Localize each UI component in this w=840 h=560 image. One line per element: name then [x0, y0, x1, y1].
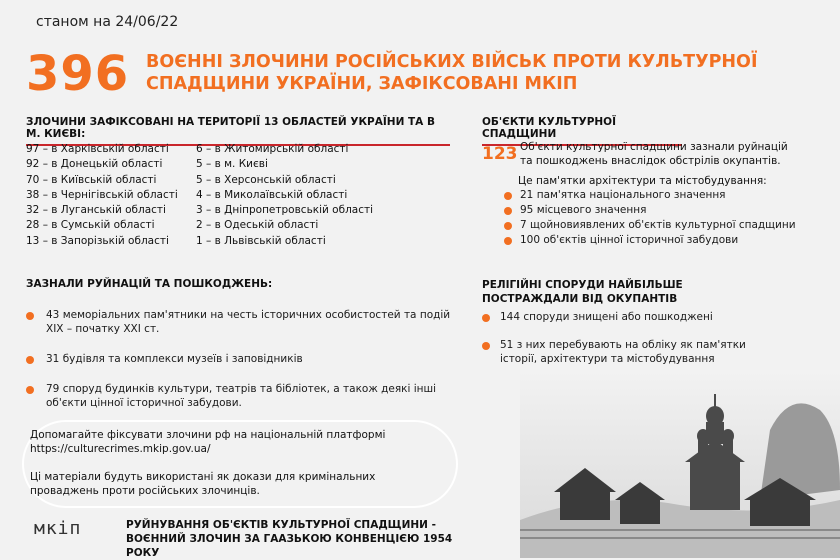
footer-statement: РУЙНУВАННЯ ОБ'ЄКТІВ КУЛЬТУРНОЇ СПАДЩИНИ - ВОЄННИЙ ЗЛОЧИН ЗА ГААЗЬКОЮ КОНВЕНЦІЄЮ 1954 РОКУ	[126, 519, 453, 559]
bullet-dot-icon	[26, 312, 34, 320]
bullet-dot-icon	[504, 207, 512, 215]
bullet-dot-icon	[26, 386, 34, 394]
region-item: 6 – в Житомирській області	[196, 143, 349, 155]
bullet-dot-icon	[482, 342, 490, 350]
promo-line-2: Ці матеріали будуть використані як докази для кримінальних проваджень проти російських злочинців.	[30, 471, 376, 497]
platform-link[interactable]: https://culturecrimes.mkip.gov.ua/	[30, 443, 211, 455]
region-item: 5 – в Херсонській області	[196, 173, 336, 186]
damaged-list	[26, 308, 456, 410]
region-item: 3 – в Дніпропетровській області	[196, 204, 374, 217]
list-item: 100 об'єктів цінної історичної забудови	[504, 233, 804, 247]
region-item: 38 – в Чернігівській області	[26, 188, 178, 201]
as-of-date: станом на 24/06/22	[36, 14, 179, 30]
list-item: 7 щойновиявлених об'єктів культурної спадщини	[504, 218, 804, 232]
region-item: 4 – в Миколаївській області	[196, 188, 348, 201]
region-item: 13 – в Запорізькій області	[26, 234, 169, 247]
bullet-dot-icon	[504, 222, 512, 230]
bullet-dot-icon	[26, 356, 34, 364]
region-item: 32 – в Луганській області	[26, 204, 166, 217]
list-item: 21 пам'ятка національного значення	[504, 188, 804, 202]
region-item: 97 – в Харківській області	[26, 143, 169, 155]
heritage-subtitle: Це пам'ятки архітектури та містобудування:	[518, 175, 767, 187]
total-count: 396	[26, 46, 130, 102]
mkip-logo: мкіп	[34, 518, 82, 539]
regions-title: ЗЛОЧИНИ ЗАФІКСОВАНІ НА ТЕРИТОРІЇ 13 ОБЛАСТЕЙ УКРАЇНИ ТА В М. КИЄВІ:	[26, 116, 450, 146]
list-item: 43 меморіальних пам'ятники на честь історичних особистостей та подій XIX – початку XXI ст.	[26, 308, 456, 336]
heritage-count: 123	[482, 144, 518, 164]
damaged-title: ЗАЗНАЛИ РУЙНАЦІЙ ТА ПОШКОДЖЕНЬ:	[26, 278, 273, 290]
heritage-list	[504, 188, 804, 247]
list-item: 51 з них перебувають на обліку як пам'ятки історії, архітектури та містобудування	[482, 338, 782, 366]
region-item: 28 – в Сумській області	[26, 219, 155, 232]
regions-col-1	[26, 142, 178, 249]
region-item: 1 – в Львівській області	[196, 234, 326, 247]
region-item: 70 – в Київській області	[26, 173, 157, 186]
bullet-dot-icon	[504, 192, 512, 200]
religious-list	[482, 310, 782, 366]
heritage-title: ОБ'ЄКТИ КУЛЬТУРНОЇ СПАДЩИНИ	[482, 116, 682, 146]
regions-col-2	[196, 142, 373, 249]
religious-title: РЕЛІГІЙНІ СПОРУДИ НАЙБІЛЬШЕ ПОСТРАЖДАЛИ ВІД ОКУПАНТІВ	[482, 279, 683, 305]
heritage-text: Об'єкти культурної спадщини зазнали руйнацій та пошкоджень внаслідок обстрілів окупантів.	[520, 141, 788, 167]
region-item: 2 – в Одеській області	[196, 219, 319, 232]
region-item: 5 – в м. Києві	[196, 158, 268, 171]
promo-line-1: Допомагайте фіксувати злочини рф на національній платформі	[30, 429, 386, 441]
wooden-church-illustration	[520, 370, 840, 558]
list-item: 95 місцевого значення	[504, 203, 804, 217]
region-item: 92 – в Донецькій області	[26, 158, 163, 171]
list-item: 31 будівля та комплекси музеїв і заповідників	[26, 352, 456, 366]
list-item: 79 споруд будинків культури, театрів та бібліотек, а також деякі інші об'єкти цінної історичної забудови.	[26, 382, 456, 410]
bullet-dot-icon	[482, 314, 490, 322]
list-item: 144 споруди знищені або пошкоджені	[482, 310, 782, 324]
bullet-dot-icon	[504, 237, 512, 245]
page-title: ВОЄННІ ЗЛОЧИНИ РОСІЙСЬКИХ ВІЙСЬК ПРОТИ КУЛЬТУРНОЇ СПАДЩИНИ УКРАЇНИ, ЗАФІКСОВАНІ МКІП	[146, 52, 758, 94]
